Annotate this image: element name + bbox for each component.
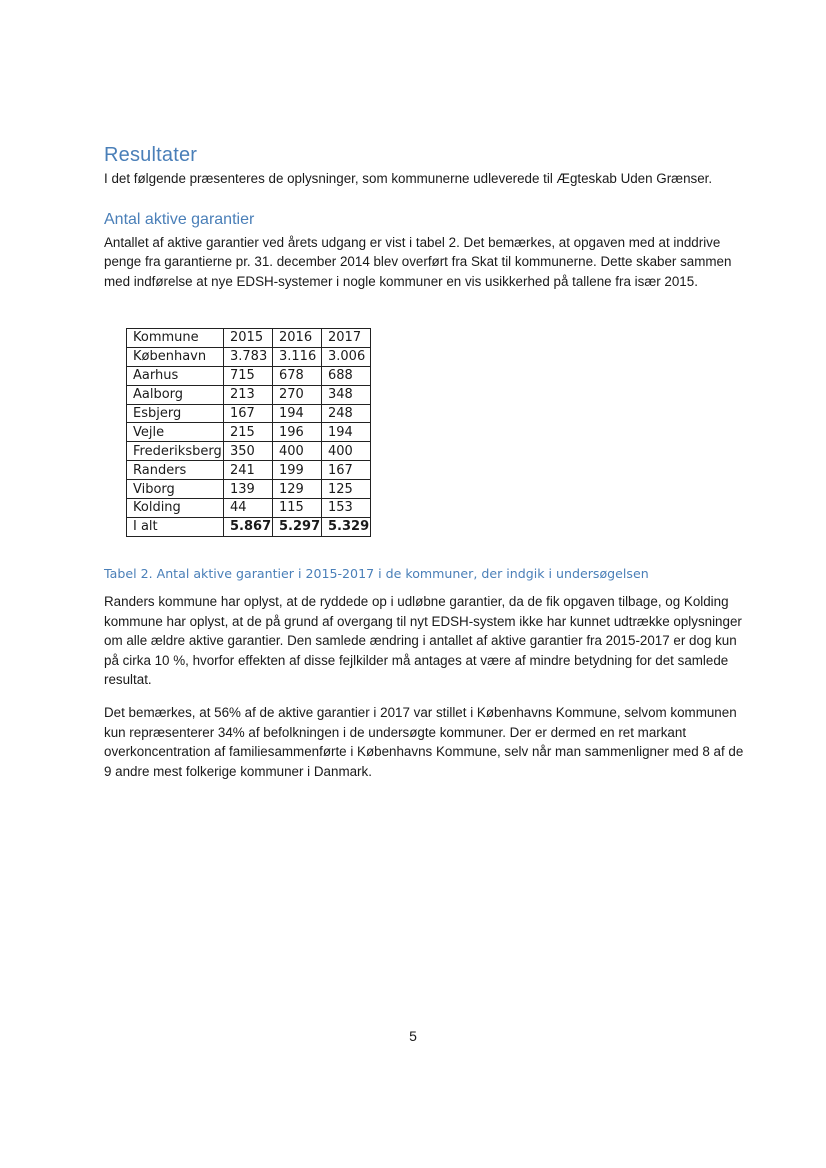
page-heading: Resultater <box>104 144 198 166</box>
table-cell-value: 5.297 <box>273 517 322 536</box>
table-cell-value: 241 <box>224 461 273 480</box>
table-cell-value: 348 <box>322 385 371 404</box>
table-cell-kommune: Kommune <box>127 329 224 348</box>
table-cell-value: 248 <box>322 404 371 423</box>
table-cell-kommune: Frederiksberg <box>127 442 224 461</box>
table-row <box>127 461 371 480</box>
table-cell-kommune: Aarhus <box>127 366 224 385</box>
table-caption: Tabel 2. Antal aktive garantier i 2015-2017 i de kommuner, der indgik i undersøgelsen <box>104 566 649 581</box>
table-cell-value: 2016 <box>273 329 322 348</box>
table-cell-value: 199 <box>273 461 322 480</box>
table-cell-kommune: Aalborg <box>127 385 224 404</box>
table-cell-kommune: Kolding <box>127 499 224 518</box>
table-row <box>127 423 371 442</box>
table-cell-value: 5.329 <box>322 517 371 536</box>
table-cell-kommune: I alt <box>127 517 224 536</box>
table-row <box>127 499 371 518</box>
table-cell-kommune: Esbjerg <box>127 404 224 423</box>
table-cell-kommune: København <box>127 347 224 366</box>
table-cell-kommune: Viborg <box>127 480 224 499</box>
table-cell-value: 400 <box>273 442 322 461</box>
table-cell-value: 5.867 <box>224 517 273 536</box>
table-row <box>127 404 371 423</box>
table-cell-value: 350 <box>224 442 273 461</box>
table-cell-value: 129 <box>273 480 322 499</box>
table-cell-value: 196 <box>273 423 322 442</box>
table-cell-value: 125 <box>322 480 371 499</box>
table-cell-value: 688 <box>322 366 371 385</box>
table-cell-kommune: Randers <box>127 461 224 480</box>
table-cell-value: 139 <box>224 480 273 499</box>
page-number: 5 <box>409 1028 417 1044</box>
paragraph-2: Randers kommune har oplyst, at de ryddede op i udløbne garantier, da de fik opgaven tilbage, og Kolding kommune har oplyst, at de på grund af overgang til nyt EDSH-system ikke har kunnet udtrække oplysninger om alle ældre aktive garantier. Den samlede ændring i antallet af aktive garantier fra 2015-2017 er dog kun på cirka 10 %, hvorfor effekten af disse fejlkilder må antages at være af mindre betydning for det samlede resultat. <box>104 594 742 688</box>
table-cell-value: 153 <box>322 499 371 518</box>
table-cell-value: 3.116 <box>273 347 322 366</box>
table-cell-value: 167 <box>322 461 371 480</box>
table-header-row <box>127 329 371 348</box>
table-cell-value: 194 <box>322 423 371 442</box>
table-cell-value: 167 <box>224 404 273 423</box>
table-cell-value: 213 <box>224 385 273 404</box>
table-cell-value: 270 <box>273 385 322 404</box>
table-row <box>127 517 371 536</box>
table-row <box>127 366 371 385</box>
table-cell-value: 715 <box>224 366 273 385</box>
table-cell-value: 678 <box>273 366 322 385</box>
paragraph-1: Antallet af aktive garantier ved årets udgang er vist i tabel 2. Det bemærkes, at opgaven med at inddrive penge fra garantierne pr. 31. december 2014 blev overført fra Skat til kommunerne. Dette skaber sammen med indførelse at nye EDSH-systemer i nogle kommuner en vis usikkerhed på tallene fra især 2015. <box>104 235 732 289</box>
table-cell-value: 215 <box>224 423 273 442</box>
table-cell-value: 2015 <box>224 329 273 348</box>
table-cell-value: 400 <box>322 442 371 461</box>
table-cell-kommune: Vejle <box>127 423 224 442</box>
guarantees-table <box>126 328 371 537</box>
table-row <box>127 347 371 366</box>
section-heading: Antal aktive garantier <box>104 211 255 228</box>
table-cell-value: 194 <box>273 404 322 423</box>
table-cell-value: 2017 <box>322 329 371 348</box>
table-cell-value: 44 <box>224 499 273 518</box>
table-cell-value: 3.006 <box>322 347 371 366</box>
table-row <box>127 385 371 404</box>
table-row <box>127 442 371 461</box>
table-cell-value: 115 <box>273 499 322 518</box>
paragraph-3: Det bemærkes, at 56% af de aktive garantier i 2017 var stillet i Københavns Kommune, selvom kommunen kun repræsenterer 34% af befolkningen i de undersøgte kommuner. Der er dermed en ret markant overkoncentration af familiesammenførte i Københavns Kommune, selv når man sammenligner med 8 af de 9 andre mest folkerige kommuner i Danmark. <box>104 705 744 779</box>
table-row <box>127 480 371 499</box>
table-cell-value: 3.783 <box>224 347 273 366</box>
intro-text: I det følgende præsenteres de oplysninger, som kommunerne udleverede til Ægteskab Uden Grænser. <box>104 171 713 186</box>
